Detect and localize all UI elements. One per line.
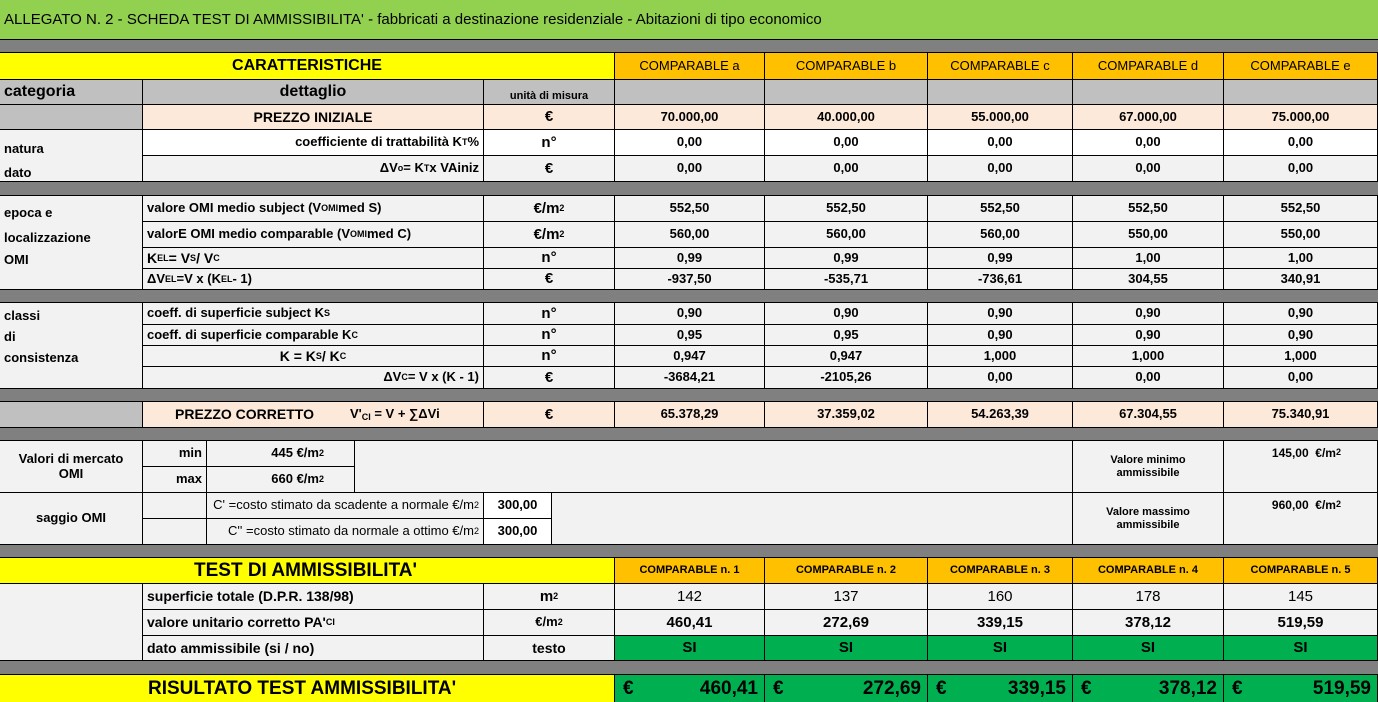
dato-ammissibile-unit: testo	[484, 636, 615, 661]
separator	[0, 428, 1378, 441]
comparable-a-header: COMPARABLE a	[615, 53, 765, 80]
kt-value: 0,00	[928, 130, 1073, 156]
dvc-value: -3684,21	[615, 367, 765, 389]
comparable-b-header: COMPARABLE b	[765, 53, 928, 80]
saggio-label: saggio OMI	[0, 493, 143, 545]
valore-unitario-value: 519,59	[1224, 610, 1378, 636]
category-label: OMI	[4, 252, 29, 267]
dvel-value: -937,50	[615, 269, 765, 290]
kel-value: 0,99	[765, 248, 928, 269]
omi-subject-value: 552,50	[928, 196, 1073, 222]
valore-unitario-value: 378,12	[1073, 610, 1224, 636]
comparable-n1-header: COMPARABLE n. 1	[615, 558, 765, 584]
omi-comparable-value: 550,00	[1073, 222, 1224, 248]
mercato-min-label: min	[143, 441, 207, 467]
kc-label: coeff. di superficie comparable K C	[143, 325, 484, 346]
risultato-value: € 460,41	[615, 675, 765, 702]
prezzo-corretto-value: 37.359,02	[765, 402, 928, 428]
c1-value: 300,00	[484, 493, 552, 519]
header-blank	[765, 80, 928, 105]
dato-ammissibile-label: dato ammissibile (si / no)	[143, 636, 484, 661]
valore-unitario-unit: €/m 2	[484, 610, 615, 636]
comparable-n5-header: COMPARABLE n. 5	[1224, 558, 1378, 584]
valore-unitario-value: 339,15	[928, 610, 1073, 636]
comparable-n4-header: COMPARABLE n. 4	[1073, 558, 1224, 584]
header-blank	[1224, 80, 1378, 105]
prezzo-corretto-value: 65.378,29	[615, 402, 765, 428]
ks-value: 0,90	[1224, 303, 1378, 325]
test-title: TEST DI AMMISSIBILITA'	[0, 558, 615, 584]
caratteristiche-header: CARATTERISTICHE	[0, 53, 615, 80]
kt-value: 0,00	[765, 130, 928, 156]
dvo-value: 0,00	[1073, 156, 1224, 182]
dvo-value: 0,00	[928, 156, 1073, 182]
kc-value: 0,95	[615, 325, 765, 346]
prezzo-corretto-value: 75.340,91	[1224, 402, 1378, 428]
dato-ammissibile-value: SI	[765, 636, 928, 661]
valore-minimo-label: Valore minimo ammissibile	[1073, 441, 1224, 493]
kt-value: 0,00	[1224, 130, 1378, 156]
omi-comparable-value: 560,00	[928, 222, 1073, 248]
risultato-label: RISULTATO TEST AMMISSIBILITA'	[0, 675, 615, 702]
dato-ammissibile-value: SI	[928, 636, 1073, 661]
kc-unit: n°	[484, 325, 615, 346]
valore-unitario-label: valore unitario corretto PA' CI	[143, 610, 484, 636]
kt-unit: n°	[484, 130, 615, 156]
omi-subject-value: 552,50	[1073, 196, 1224, 222]
prezzo-corretto-label: PREZZO CORRETTO $V'_{CI} = V + \sum\Delta Vi$	[143, 402, 484, 428]
dvo-value: 0,00	[1224, 156, 1378, 182]
category-label: consistenza	[4, 350, 79, 365]
category-label: dato	[4, 165, 32, 180]
kel-unit: n°	[484, 248, 615, 269]
k-ratio-value: 1,000	[928, 346, 1073, 367]
saggio-blank	[552, 493, 1073, 545]
mercato-label: Valori di mercato OMI	[0, 441, 143, 493]
mercato-min-value: 445 €/m 2	[207, 441, 355, 467]
category-label: natura	[4, 141, 44, 156]
header-blank	[928, 80, 1073, 105]
ks-value: 0,90	[1073, 303, 1224, 325]
ks-label: coeff. di superficie subject K S	[143, 303, 484, 325]
dvc-value: -2105,26	[765, 367, 928, 389]
mercato-blank	[355, 441, 1073, 493]
dvc-label: ΔV C = V x (K - 1)	[143, 367, 484, 389]
dvel-value: 340,91	[1224, 269, 1378, 290]
kel-value: 1,00	[1224, 248, 1378, 269]
comparable-e-header: COMPARABLE e	[1224, 53, 1378, 80]
k-ratio-label: K = K S / K C	[143, 346, 484, 367]
prezzo-corretto-value: 67.304,55	[1073, 402, 1224, 428]
mercato-max-label: max	[143, 467, 207, 493]
kt-value: 0,00	[1073, 130, 1224, 156]
dato-ammissibile-value: SI	[615, 636, 765, 661]
categoria-header: categoria	[0, 80, 143, 105]
dettaglio-header: dettaglio	[143, 80, 484, 105]
k-ratio-unit: n°	[484, 346, 615, 367]
superficie-value: 160	[928, 584, 1073, 610]
omi-comparable-value: 560,00	[615, 222, 765, 248]
risultato-value: € 378,12	[1073, 675, 1224, 702]
kel-value: 1,00	[1073, 248, 1224, 269]
header-blank	[615, 80, 765, 105]
saggio-blank	[143, 519, 207, 545]
dvel-value: -535,71	[765, 269, 928, 290]
k-ratio-value: 1,000	[1073, 346, 1224, 367]
c2-label: C'' =costo stimato da normale a ottimo €/m 2	[207, 519, 484, 545]
dato-ammissibile-value: SI	[1073, 636, 1224, 661]
omi-comparable-value: 550,00	[1224, 222, 1378, 248]
valore-massimo-value: 960,00 €/m 2	[1224, 493, 1378, 545]
dvo-value: 0,00	[615, 156, 765, 182]
sheet-title: ALLEGATO N. 2 - SCHEDA TEST DI AMMISSIBILITA' - fabbricati a destinazione residenziale - Abitazioni di tipo economico	[0, 0, 1378, 40]
omi-subject-label: valore OMI medio subject (V OMI med S)	[143, 196, 484, 222]
k-ratio-value: 0,947	[765, 346, 928, 367]
kt-label: coefficiente di trattabilità K T %	[143, 130, 484, 156]
omi-subject-value: 552,50	[615, 196, 765, 222]
k-ratio-value: 0,947	[615, 346, 765, 367]
header-blank	[1073, 80, 1224, 105]
superficie-value: 145	[1224, 584, 1378, 610]
ks-value: 0,90	[615, 303, 765, 325]
risultato-value: € 339,15	[928, 675, 1073, 702]
prezzo-iniziale-value: 70.000,00	[615, 105, 765, 130]
superficie-unit: m 2	[484, 584, 615, 610]
unita-header: unità di misura	[484, 80, 615, 105]
category-label: epoca e	[4, 205, 53, 220]
k-ratio-value: 1,000	[1224, 346, 1378, 367]
comparable-c-header: COMPARABLE c	[928, 53, 1073, 80]
dvc-value: 0,00	[1224, 367, 1378, 389]
valore-minimo-value: 145,00 €/m 2	[1224, 441, 1378, 493]
ks-value: 0,90	[928, 303, 1073, 325]
kc-value: 0,90	[928, 325, 1073, 346]
separator	[0, 389, 1378, 402]
test-cat-cell	[0, 584, 143, 661]
dvc-value: 0,00	[1073, 367, 1224, 389]
saggio-blank	[143, 493, 207, 519]
dvel-value: -736,61	[928, 269, 1073, 290]
separator	[0, 40, 1378, 53]
separator	[0, 290, 1378, 303]
risultato-value: € 272,69	[765, 675, 928, 702]
valore-unitario-value: 460,41	[615, 610, 765, 636]
valore-massimo-label: Valore massimo ammissibile	[1073, 493, 1224, 545]
prezzo-iniziale-cat	[0, 105, 143, 130]
prezzo-iniziale-value: 40.000,00	[765, 105, 928, 130]
kc-value: 0,90	[1224, 325, 1378, 346]
ks-value: 0,90	[765, 303, 928, 325]
dvel-unit: €	[484, 269, 615, 290]
prezzo-corretto-cat	[0, 402, 143, 428]
category-label: di	[4, 329, 16, 344]
superficie-value: 142	[615, 584, 765, 610]
dvel-label: ΔV EL =V x (K EL - 1)	[143, 269, 484, 290]
separator	[0, 182, 1378, 196]
dvc-value: 0,00	[928, 367, 1073, 389]
omi-subject-unit: €/m 2	[484, 196, 615, 222]
c1-label: C' =costo stimato da scadente a normale €/m 2	[207, 493, 484, 519]
omi-comparable-label: valorE OMI medio comparable (V OMI med C)	[143, 222, 484, 248]
prezzo-iniziale-value: 75.000,00	[1224, 105, 1378, 130]
kel-value: 0,99	[615, 248, 765, 269]
valore-unitario-value: 272,69	[765, 610, 928, 636]
kel-value: 0,99	[928, 248, 1073, 269]
separator	[0, 545, 1378, 558]
dvo-label: ΔV o = K T x VAiniz	[143, 156, 484, 182]
kt-value: 0,00	[615, 130, 765, 156]
prezzo-iniziale-value: 55.000,00	[928, 105, 1073, 130]
dato-ammissibile-value: SI	[1224, 636, 1378, 661]
omi-comparable-value: 560,00	[765, 222, 928, 248]
dvel-value: 304,55	[1073, 269, 1224, 290]
prezzo-iniziale-value: 67.000,00	[1073, 105, 1224, 130]
kel-label: K EL = V S / V C	[143, 248, 484, 269]
prezzo-corretto-unit: €	[484, 402, 615, 428]
risultato-value: € 519,59	[1224, 675, 1378, 702]
comparable-d-header: COMPARABLE d	[1073, 53, 1224, 80]
category-label: localizzazione	[4, 230, 91, 245]
kc-value: 0,90	[1073, 325, 1224, 346]
dvo-unit: €	[484, 156, 615, 182]
separator	[0, 661, 1378, 675]
dvo-value: 0,00	[765, 156, 928, 182]
superficie-label: superficie totale (D.P.R. 138/98)	[143, 584, 484, 610]
superficie-value: 178	[1073, 584, 1224, 610]
omi-subject-value: 552,50	[1224, 196, 1378, 222]
prezzo-corretto-value: 54.263,39	[928, 402, 1073, 428]
c2-value: 300,00	[484, 519, 552, 545]
superficie-value: 137	[765, 584, 928, 610]
kc-value: 0,95	[765, 325, 928, 346]
prezzo-iniziale-unit: €	[484, 105, 615, 130]
ks-unit: n°	[484, 303, 615, 325]
omi-comparable-unit: €/m 2	[484, 222, 615, 248]
mercato-max-value: 660 €/m 2	[207, 467, 355, 493]
prezzo-iniziale-label: PREZZO INIZIALE	[143, 105, 484, 130]
comparable-n3-header: COMPARABLE n. 3	[928, 558, 1073, 584]
comparable-n2-header: COMPARABLE n. 2	[765, 558, 928, 584]
omi-subject-value: 552,50	[765, 196, 928, 222]
dvc-unit: €	[484, 367, 615, 389]
category-label: classi	[4, 308, 41, 323]
